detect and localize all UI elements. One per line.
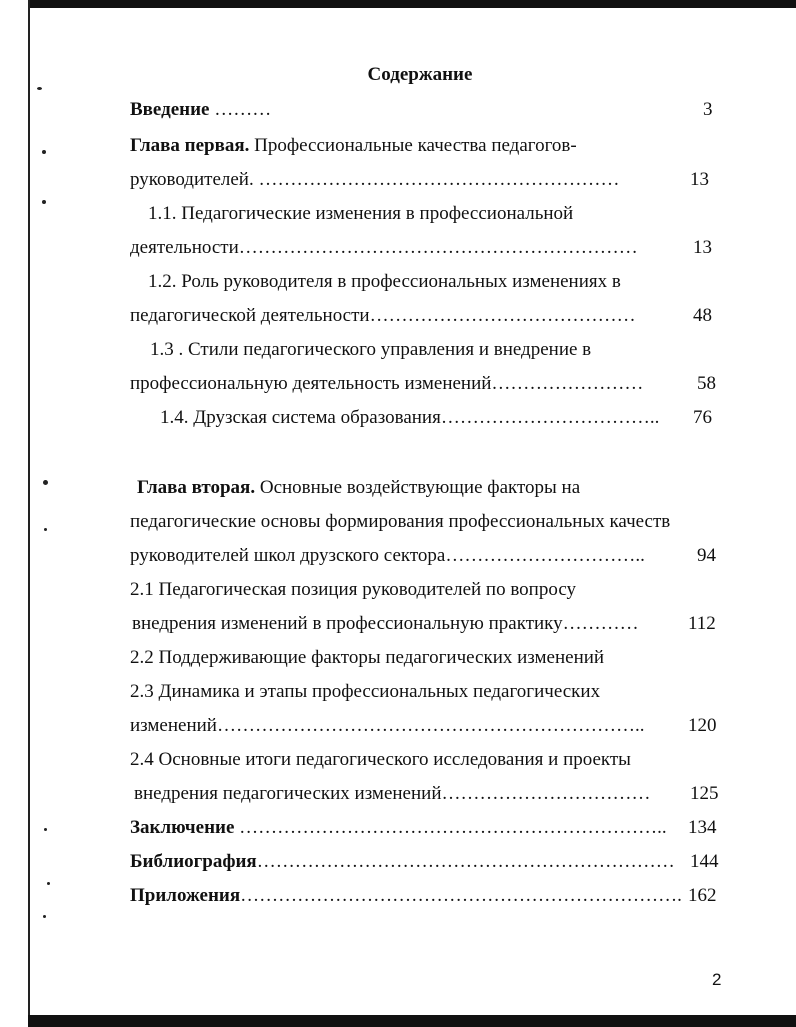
toc-text: педагогической деятельности…………………………………… — [130, 305, 636, 326]
toc-text: внедрения изменений в профессиональную практику………… — [132, 613, 639, 634]
toc-page: 13 — [693, 237, 712, 258]
toc-page: 3 — [703, 99, 713, 120]
toc-text: деятельности……………………………………………………… — [130, 237, 638, 258]
toc-chapter-1-heading — [130, 134, 577, 158]
scan-speck — [44, 828, 47, 831]
toc-leader: ………………………………………………………… — [256, 851, 675, 872]
toc-leader: ……… — [209, 99, 272, 120]
toc-section-1-2: 1.2. Роль руководителя в профессиональных изменениях в — [148, 271, 621, 292]
toc-section-1-3: 1.3 . Стили педагогического управления и внедрение в — [150, 339, 592, 360]
toc-page: 112 — [688, 613, 716, 634]
page-title: Содержание — [367, 64, 473, 85]
scan-speck — [37, 87, 42, 90]
toc-entry-intro — [130, 98, 715, 122]
scan-speck — [47, 882, 50, 885]
toc-page: 162 — [688, 885, 717, 906]
toc-section-2-3: 2.3 Динамика и этапы профессиональных педагогических — [130, 681, 601, 702]
page-number: 2 — [712, 970, 722, 989]
toc-entry-appendices — [130, 884, 682, 908]
toc-section-1-4: 1.4. Друзская система образования…………………………….. — [160, 407, 660, 428]
toc-page: 134 — [688, 817, 717, 838]
toc-label: Глава вторая. — [137, 477, 256, 498]
toc-text: руководителей. ………………………………………………… — [130, 169, 620, 190]
toc-section-2-4: 2.4 Основные итоги педагогического исследования и проекты — [130, 749, 631, 770]
toc-text: Профессиональные качества педагогов- — [249, 135, 577, 156]
toc-text: изменений………………………………………………………….. — [130, 715, 645, 736]
toc-label: Библиография — [130, 851, 257, 872]
scan-border-top — [28, 0, 796, 8]
toc-leader: ……………………………………………………………. — [240, 885, 682, 906]
toc-page: 48 — [693, 305, 712, 326]
toc-section-2-1: 2.1 Педагогическая позиция руководителей по вопросу — [130, 579, 577, 600]
toc-page: 58 — [697, 373, 716, 394]
scan-speck — [44, 528, 47, 531]
toc-section-2-2: 2.2 Поддерживающие факторы педагогических изменений — [130, 647, 605, 668]
toc-text: педагогические основы формирования профессиональных качеств — [130, 511, 671, 532]
toc-text: внедрения педагогических изменений…………………………… — [134, 783, 651, 804]
toc-entry-conclusion — [130, 816, 667, 840]
toc-page: 125 — [690, 783, 719, 804]
toc-label: Заключение — [130, 817, 235, 838]
scan-border-left — [28, 0, 30, 1027]
toc-label: Глава первая. — [130, 135, 250, 156]
toc-page: 120 — [688, 715, 717, 736]
scan-speck — [43, 480, 48, 485]
scan-speck — [43, 915, 46, 918]
scan-border-bottom — [28, 1015, 796, 1027]
toc-chapter-2-heading — [137, 476, 580, 500]
toc-page: 144 — [690, 851, 719, 872]
toc-section-1-1: 1.1. Педагогические изменения в профессиональной — [148, 203, 574, 224]
toc-page: 76 — [693, 407, 712, 428]
toc-page: 13 — [690, 169, 709, 190]
scan-speck — [42, 200, 46, 204]
scan-speck — [42, 150, 46, 154]
toc-entry-bibliography — [130, 850, 675, 874]
toc-page: 94 — [697, 545, 716, 566]
toc-leader: ………………………………………………………….. — [234, 817, 667, 838]
toc-label: Приложения — [130, 885, 241, 906]
toc-label: Введение — [130, 99, 210, 120]
toc-text: Основные воздействующие факторы на — [255, 477, 581, 498]
toc-text: руководителей школ друзского сектора………………………….. — [130, 545, 645, 566]
toc-text: профессиональную деятельность изменений…………………… — [130, 373, 644, 394]
